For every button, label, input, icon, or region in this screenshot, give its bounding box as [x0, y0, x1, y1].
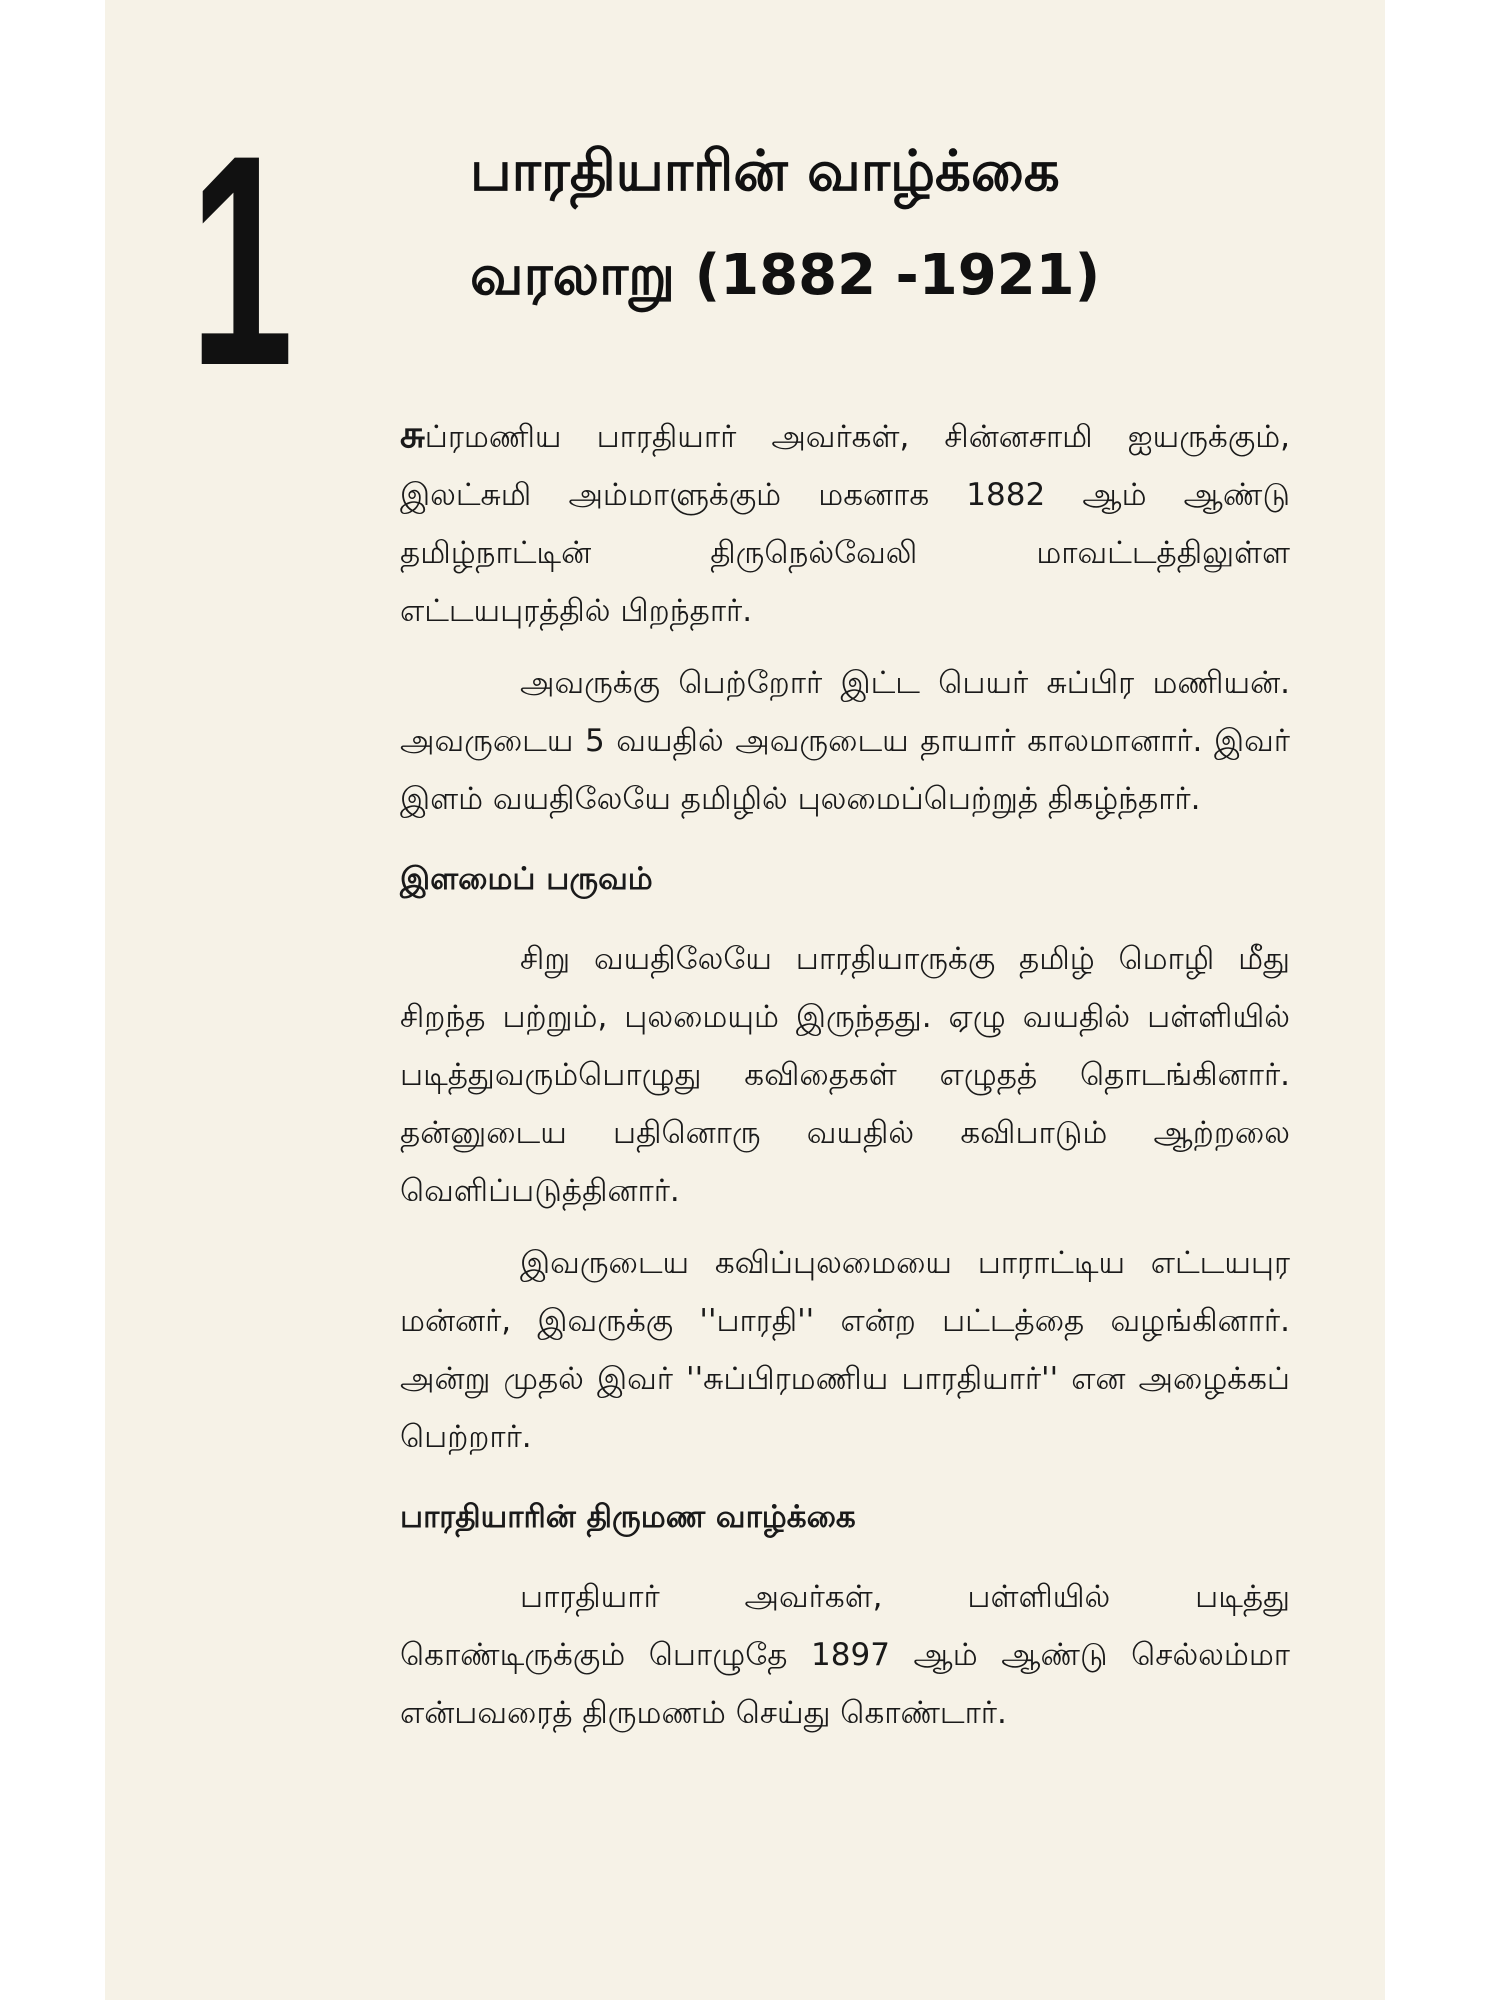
chapter-number: 1 — [190, 92, 294, 428]
drop-cap: சு — [400, 412, 425, 456]
chapter-title-line-2: வரலாறு (1882 -1921) — [470, 243, 1101, 308]
chapter-body — [400, 405, 1290, 1756]
intro-paragraph-1-text: ப்ரமணிய பாரதியார் அவர்கள், சின்னசாமி ஐயருக்கும், இலட்சுமி அம்மாளுக்கும் மகனாக 1882 ஆம் ஆண்டு தமிழ்நாட்டின் திருநெல்வேலி மாவட்டத்திலுள்ள எட்டயபுரத்தில் பிறந்தார். — [400, 419, 1290, 629]
chapter-title-line-1: பாரதியாரின் வாழ்க்கை — [470, 139, 1060, 204]
intro-paragraph-2: அவருக்கு பெற்றோர் இட்ட பெயர் சுப்பிர மணியன். அவருடைய 5 வயதில் அவருடைய தாயார் காலமானார். இவர் இளம் வயதிலேயே தமிழில் புலமைப்பெற்றுத் திகழ்ந்தார். — [400, 665, 1290, 817]
section-heading-marriage: பாரதியாரின் திருமண வாழ்க்கை — [400, 1499, 856, 1535]
intro-paragraph-1 — [400, 405, 1290, 640]
marriage-paragraph-1: பாரதியார் அவர்கள், பள்ளியில் படித்து கொண்டிருக்கும் பொழுதே 1897 ஆம் ஆண்டு செல்லம்மா என்பவரைத் திருமணம் செய்து கொண்டார். — [400, 1579, 1290, 1731]
youth-paragraph-1: சிறு வயதிலேயே பாரதியாருக்கு தமிழ் மொழி மீது சிறந்த பற்றும், புலமையும் இருந்தது. ஏழு வயதில் பள்ளியில் படித்துவரும்பொழுது கவிதைகள் எழுதத் தொடங்கினார். தன்னுடைய பதினொரு வயதில் கவிபாடும் ஆற்றலை வெளிப்படுத்தினார். — [400, 941, 1290, 1209]
chapter-title — [470, 120, 1290, 328]
section-heading-youth: இளமைப் பருவம் — [400, 861, 653, 897]
youth-paragraph-2: இவருடைய கவிப்புலமையை பாராட்டிய எட்டயபுர மன்னர், இவருக்கு ''பாரதி'' என்ற பட்டத்தை வழங்கினார். அன்று முதல் இவர் ''சுப்பிரமணிய பாரதியார்'' என அழைக்கப் பெற்றார். — [400, 1245, 1290, 1455]
